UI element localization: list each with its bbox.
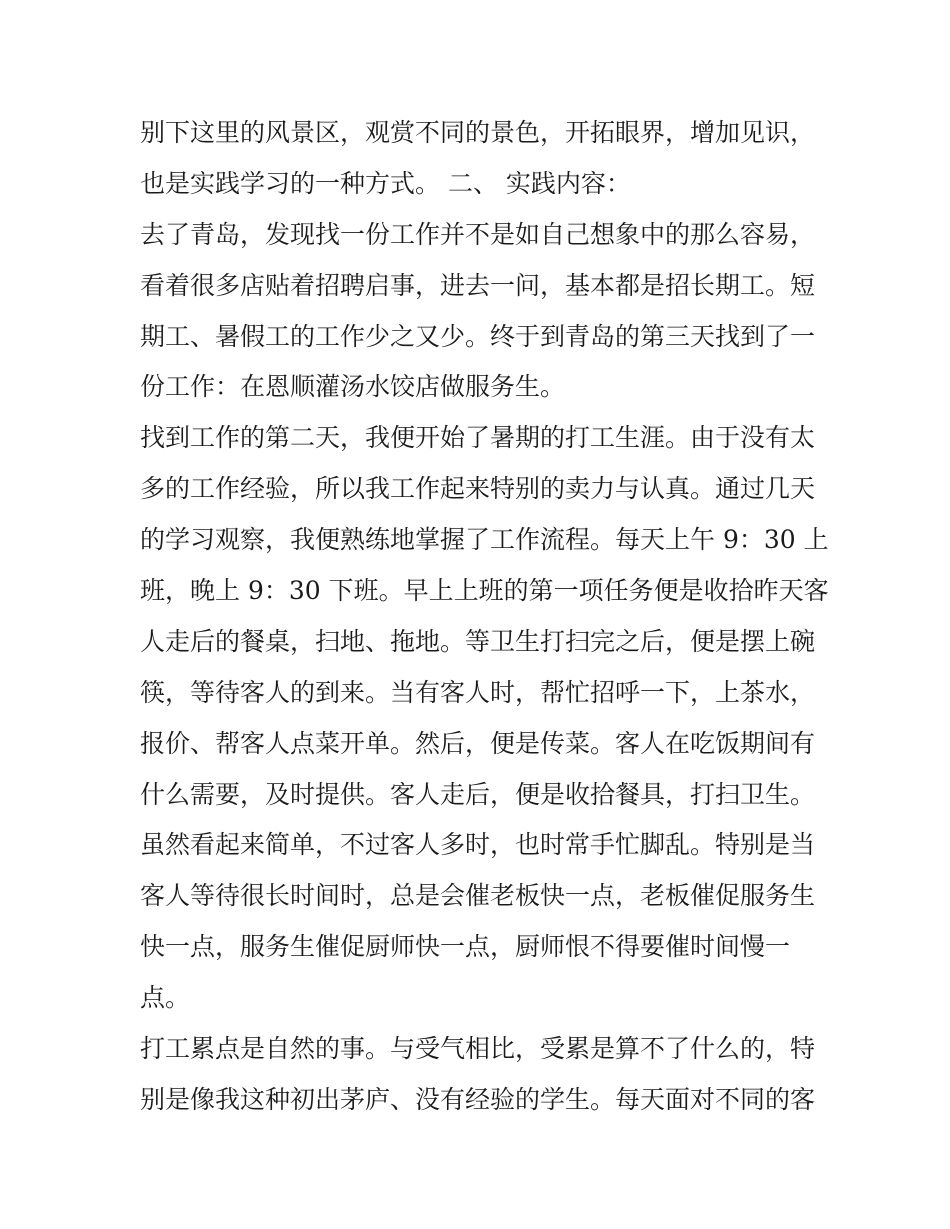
text-line: 多的工作经验，所以我工作起来特别的卖力与认真。通过几天	[140, 474, 816, 504]
text-line: 打工累点是自然的事。与受气相比，受累是算不了什么的，特	[140, 1034, 816, 1064]
text-line: 虽然看起来简单，不过客人多时，也时常手忙脚乱。特别是当	[140, 830, 816, 860]
text-line: 报价、帮客人点菜开单。然后，便是传菜。客人在吃饭期间有	[140, 728, 816, 758]
text-line: 人走后的餐桌，扫地、拖地。等卫生打扫完之后，便是摆上碗	[140, 626, 816, 656]
body-text	[140, 108, 829, 1126]
text-line: 份工作：在恩顺灌汤水饺店做服务生。	[140, 372, 566, 402]
text-line: 筷，等待客人的到来。当有客人时，帮忙招呼一下，上茶水，	[140, 677, 816, 707]
text-line: 班，晚上 9：30 下班。早上上班的第一项任务便是收拾昨天客	[140, 576, 829, 606]
text-line: 找到工作的第二天，我便开始了暑期的打工生涯。由于没有太	[140, 423, 816, 453]
text-line: 客人等待很长时间时，总是会催老板快一点，老板催促服务生	[140, 881, 816, 911]
text-line: 的学习观察，我便熟练地掌握了工作流程。每天上午 9：30 上	[140, 525, 829, 555]
text-line: 也是实践学习的一种方式。 二、 实践内容：	[140, 168, 631, 198]
text-line: 去了青岛，发现找一份工作并不是如自己想象中的那么容易，	[140, 219, 816, 249]
text-line: 看着很多店贴着招聘启事，进去一问，基本都是招长期工。短	[140, 270, 816, 300]
text-line: 别下这里的风景区，观赏不同的景色，开拓眼界，增加见识，	[140, 118, 816, 147]
text-line: 期工、暑假工的工作少之又少。终于到青岛的第三天找到了一	[140, 321, 816, 351]
text-line: 别是像我这种初出茅庐、没有经验的学生。每天面对不同的客	[140, 1084, 816, 1114]
text-line: 快一点，服务生催促厨师快一点，厨师恨不得要催时间慢一	[140, 932, 791, 962]
text-line: 点。	[140, 983, 191, 1013]
text-line: 什么需要，及时提供。客人走后，便是收拾餐具，打扫卫生。	[140, 779, 816, 809]
